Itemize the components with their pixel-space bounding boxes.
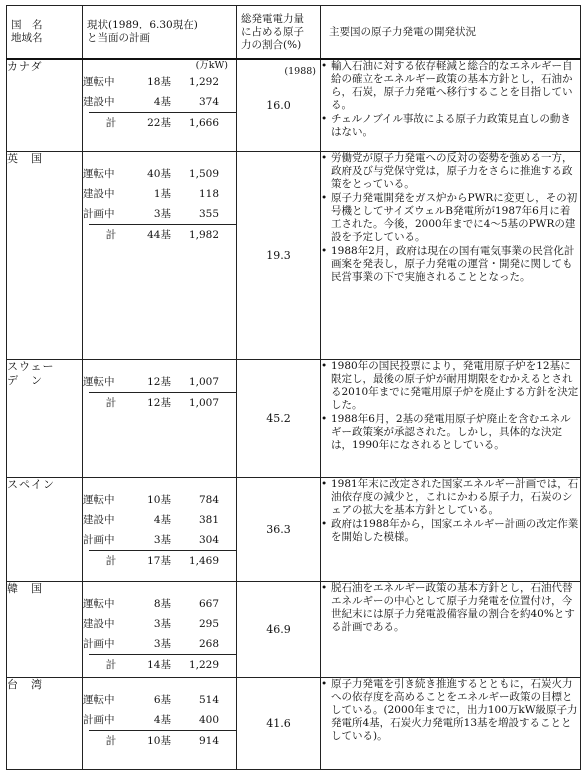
status-item xyxy=(321,413,580,452)
plan-capacity: 400 xyxy=(198,713,219,726)
plan-total-row xyxy=(89,112,236,133)
status-item xyxy=(321,245,580,284)
plan-capacity: 268 xyxy=(198,637,219,650)
total-capacity: 1,469 xyxy=(188,554,219,567)
country-name xyxy=(7,151,83,359)
status-text: 1981年末に改定された国家エネルギー計画では，石油依存度の減少と，これにかわる原子力，石炭のシェアの拡大を基本方針としている。 xyxy=(331,477,579,516)
plan-count: 12基 xyxy=(147,375,171,388)
bullet-icon: • xyxy=(321,359,328,372)
plan-row xyxy=(83,92,236,112)
table-row xyxy=(7,359,581,477)
plan-row xyxy=(83,490,236,510)
bullet-icon: • xyxy=(321,113,328,125)
plan-count: 4基 xyxy=(153,713,171,726)
country-name xyxy=(7,677,83,769)
unit-label xyxy=(83,678,236,690)
plan-capacity: 118 xyxy=(198,187,219,200)
plan-status: 建設中 xyxy=(83,187,115,200)
status-item xyxy=(321,518,580,544)
status-text: 脱石油をエネルギー政策の基本方針とし，石油代替エネルギーの中心として原子力発電を位置付け，今世紀末には原子力発電設備容量の割合を約40%とする計画である。 xyxy=(331,581,575,633)
plans-cell xyxy=(83,151,237,359)
unit-label: (万kW) xyxy=(195,60,228,71)
table-row xyxy=(7,151,581,359)
total-count: 17基 xyxy=(147,554,171,567)
status-list xyxy=(321,60,580,139)
bullet-icon: • xyxy=(321,151,328,164)
plan-status: 計画中 xyxy=(83,713,115,726)
unit-label xyxy=(83,582,236,594)
plan-capacity: 1,007 xyxy=(188,375,219,388)
country-name xyxy=(7,477,83,581)
table-row xyxy=(7,59,581,151)
plan-total-row xyxy=(89,654,236,675)
plan-count: 10基 xyxy=(147,493,171,506)
plans-cell xyxy=(83,581,237,677)
country-name-line: スウェー xyxy=(7,359,55,373)
plan-count: 18基 xyxy=(147,76,171,88)
plan-count: 3基 xyxy=(153,617,171,630)
country-name xyxy=(7,359,83,477)
plan-capacity: 784 xyxy=(198,493,219,506)
status-text: 1988年6月，2基の発電用原子炉廃止を含むエネルギー政策案が承認された。しかし，具体的な決定は，1990年になされるとしている。 xyxy=(331,412,571,451)
plan-count: 4基 xyxy=(153,513,171,526)
country-name xyxy=(7,59,83,151)
nuclear-share-value: 19.3 xyxy=(266,248,291,262)
header-country xyxy=(7,6,83,60)
plan-capacity: 1,509 xyxy=(188,167,219,180)
development-status-cell xyxy=(321,477,581,581)
country-name-line: 台 湾 xyxy=(7,677,43,691)
table-row xyxy=(7,677,581,769)
nuclear-share-value: 16.0 xyxy=(266,98,291,112)
plan-status: 建設中 xyxy=(83,96,115,108)
table-row xyxy=(7,477,581,581)
header-row xyxy=(7,6,581,60)
nuclear-share-cell xyxy=(237,677,321,769)
status-list xyxy=(321,678,580,743)
status-text: 1988年2月，政府は現在の国有電気事業の民営化計画案を発表し，原子力発電の運営・開発に関しても民営事業の下で実施されることとなった。 xyxy=(331,244,575,283)
plans-cell xyxy=(83,59,237,151)
status-list xyxy=(321,582,580,634)
share-year: (1988) xyxy=(284,66,316,77)
plan-count: 8基 xyxy=(153,597,171,610)
plan-status: 運転中 xyxy=(83,597,115,610)
plan-status: 建設中 xyxy=(83,617,115,630)
unit-label xyxy=(83,360,236,372)
development-status-cell xyxy=(321,677,581,769)
header-line: 地域名 xyxy=(11,32,43,44)
status-item xyxy=(321,478,580,517)
development-status-cell xyxy=(321,581,581,677)
plan-row xyxy=(83,204,236,224)
total-label: 計 xyxy=(105,117,117,129)
status-text: 原子力発電開発をガス炉からPWRに変更し，その初号機としてサイズウェルB発電所が1987年6月に着工された。今後，2000年までに4～5基のPWRの建設を予定している。 xyxy=(331,191,578,243)
plan-capacity: 381 xyxy=(198,513,219,526)
status-item xyxy=(321,113,580,139)
header-status: 主要国の原子力発電の開発状況 xyxy=(321,6,581,60)
plan-count: 4基 xyxy=(153,96,171,108)
nuclear-share-cell xyxy=(237,151,321,359)
header-line: 力の割合(%) xyxy=(241,38,302,51)
total-count: 44基 xyxy=(147,228,171,241)
header-line: に占める原子 xyxy=(241,25,304,38)
country-name xyxy=(7,581,83,677)
bullet-icon: • xyxy=(321,517,328,530)
nuclear-share-value: 41.6 xyxy=(266,716,291,730)
plan-count: 3基 xyxy=(153,207,171,220)
plan-total-row xyxy=(89,550,236,571)
plan-count: 1基 xyxy=(153,187,171,200)
country-name-line: 韓 国 xyxy=(7,581,43,595)
status-list xyxy=(321,478,580,544)
status-text: 原子力発電を引き続き推進するとともに，石炭火力への依存度を高めることをエネルギー政策の目標としている。(2000年までに，出力100万kW級原子力発電所4基，石炭火力発電所13基を増設することとしている)。 xyxy=(331,677,578,742)
development-status-cell xyxy=(321,151,581,359)
total-count: 14基 xyxy=(147,658,171,671)
plan-row xyxy=(83,184,236,204)
total-label: 計 xyxy=(105,228,117,241)
plan-row xyxy=(83,594,236,614)
status-list xyxy=(321,360,580,452)
bullet-icon: • xyxy=(321,412,328,425)
unit-label xyxy=(83,478,236,490)
plan-row xyxy=(83,634,236,654)
nuclear-share-value: 36.3 xyxy=(266,522,291,536)
nuclear-share-value: 46.9 xyxy=(266,622,291,636)
status-item xyxy=(321,192,580,244)
total-capacity: 914 xyxy=(198,734,219,747)
total-count: 12基 xyxy=(147,396,171,409)
plan-row xyxy=(83,710,236,730)
plan-row xyxy=(83,690,236,710)
plan-status: 計画中 xyxy=(83,637,115,650)
plan-capacity: 355 xyxy=(198,207,219,220)
country-name-line: 英 国 xyxy=(7,151,43,165)
unit-label xyxy=(83,152,236,164)
plan-row xyxy=(83,530,236,550)
plan-capacity: 514 xyxy=(198,693,219,706)
plans-cell xyxy=(83,359,237,477)
total-count: 22基 xyxy=(147,117,171,129)
plan-total-row xyxy=(89,224,236,245)
table-body xyxy=(7,59,581,769)
status-text: 労働党が原子力発電への反対の姿勢を強める一方，政府及び与党保守党は，原子力をさらに推進する政策をとっている。 xyxy=(331,151,573,190)
bullet-icon: • xyxy=(321,244,328,257)
country-name-line: スペイン xyxy=(7,477,55,491)
plan-status: 運転中 xyxy=(83,493,115,506)
plan-row xyxy=(83,372,236,392)
plan-status: 運転中 xyxy=(83,375,115,388)
status-item xyxy=(321,360,580,412)
development-status-cell xyxy=(321,359,581,477)
plan-capacity: 304 xyxy=(198,533,219,546)
development-status-cell xyxy=(321,59,581,151)
bullet-icon: • xyxy=(321,191,328,204)
plan-total-row xyxy=(89,392,236,413)
total-capacity: 1,982 xyxy=(188,228,219,241)
nuclear-share-cell xyxy=(237,581,321,677)
country-name-line: デ ン xyxy=(7,373,43,387)
header-line: 国 名 xyxy=(11,19,43,31)
total-capacity: 1,666 xyxy=(188,117,219,129)
plans-cell xyxy=(83,477,237,581)
nuclear-share-cell xyxy=(237,59,321,151)
total-label: 計 xyxy=(105,554,117,567)
header-plans xyxy=(83,6,237,60)
header-line: 現状(1989．6.30現在) xyxy=(87,19,198,31)
bullet-icon: • xyxy=(321,477,328,490)
plan-count: 3基 xyxy=(153,533,171,546)
table-row xyxy=(7,581,581,677)
nuclear-policy-table xyxy=(6,5,581,770)
plan-count: 3基 xyxy=(153,637,171,650)
header-line: と当面の計画 xyxy=(87,32,150,44)
total-label: 計 xyxy=(105,658,117,671)
plan-total-row xyxy=(89,730,236,751)
plan-status: 運転中 xyxy=(83,167,115,180)
bullet-icon: • xyxy=(321,60,328,72)
total-capacity: 1,007 xyxy=(188,396,219,409)
plan-row xyxy=(83,164,236,184)
plan-status: 運転中 xyxy=(83,693,115,706)
header-share xyxy=(237,6,321,60)
status-text: 政府は1988年から，国家エネルギー計画の改定作業を開始した模様。 xyxy=(331,517,579,543)
plan-row xyxy=(83,510,236,530)
total-label: 計 xyxy=(105,734,117,747)
plan-status: 計画中 xyxy=(83,207,115,220)
plan-capacity: 295 xyxy=(198,617,219,630)
header-line: 総発電電力量 xyxy=(241,12,304,25)
plan-row xyxy=(83,72,236,92)
country-name-line: カナダ xyxy=(7,60,43,73)
status-text: 輸入石油に対する依存軽減と総合的なエネルギー自給の確立をエネルギー政策の基本方針とし，石油から，石炭，原子力発電へ移行することを目指している。 xyxy=(331,60,573,111)
bullet-icon: • xyxy=(321,581,328,594)
total-count: 10基 xyxy=(147,734,171,747)
plan-status: 計画中 xyxy=(83,533,115,546)
status-list xyxy=(321,152,580,284)
status-item xyxy=(321,582,580,634)
plan-count: 40基 xyxy=(147,167,171,180)
plan-capacity: 1,292 xyxy=(188,76,219,88)
plan-status: 運転中 xyxy=(83,76,115,88)
status-item xyxy=(321,678,580,743)
plan-count: 6基 xyxy=(153,693,171,706)
status-item xyxy=(321,152,580,191)
plan-row xyxy=(83,614,236,634)
status-item xyxy=(321,60,580,112)
plan-status: 建設中 xyxy=(83,513,115,526)
status-text: 1980年の国民投票により，発電用原子炉を12基に限定し，最後の原子炉が耐用期限をむかえるとされる2010年までに発電用原子炉を廃止する方針を決定した。 xyxy=(331,359,579,411)
nuclear-share-value: 45.2 xyxy=(266,411,291,425)
nuclear-share-cell xyxy=(237,359,321,477)
nuclear-share-cell xyxy=(237,477,321,581)
total-capacity: 1,229 xyxy=(188,658,219,671)
total-label: 計 xyxy=(105,396,117,409)
plan-capacity: 667 xyxy=(198,597,219,610)
status-text: チェルノブイル事故による原子力政策見直しの動きはない。 xyxy=(331,113,571,138)
plans-cell xyxy=(83,677,237,769)
plan-capacity: 374 xyxy=(198,96,219,108)
bullet-icon: • xyxy=(321,677,328,690)
